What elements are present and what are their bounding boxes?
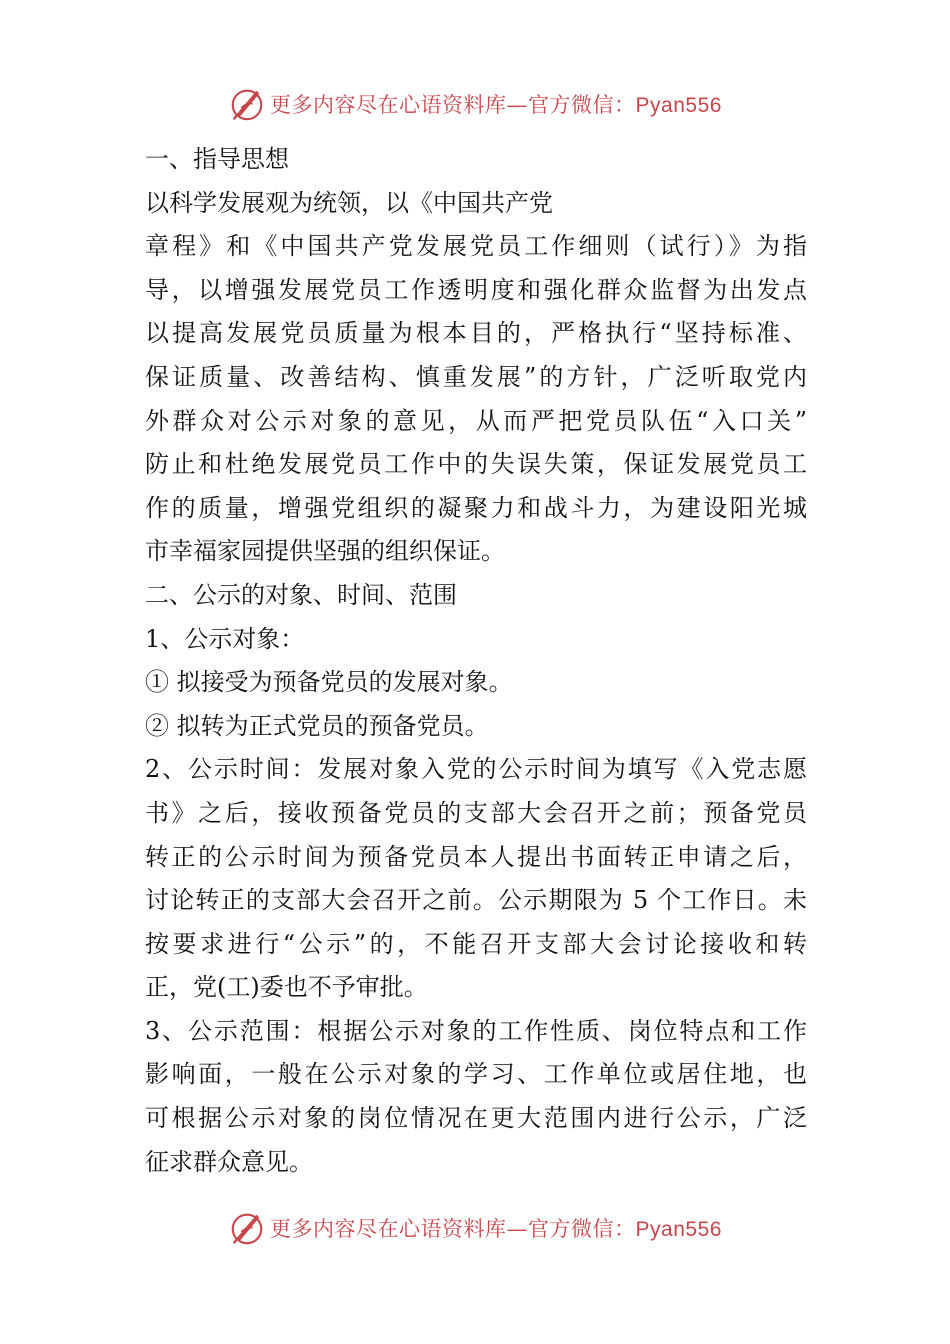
- text-line: 以提高发展党员质量为根本目的，严格执行“坚持标准、: [145, 319, 807, 348]
- banner-text: [270, 89, 722, 119]
- text-line: ② 拟转为正式党员的预备党员。: [145, 711, 489, 740]
- text-line: 以科学发展观为统领，以《中国共产党: [145, 188, 553, 217]
- text-line: 影响面，一般在公示对象的学习、工作单位或居住地，也: [145, 1060, 807, 1089]
- text-line: 征求群众意见。: [145, 1147, 313, 1176]
- document-body: [145, 138, 807, 1184]
- text-line: 防止和杜绝发展党员工作中的失误失策，保证发展党员工: [145, 450, 807, 479]
- text-line: 章程》和《中国共产党发展党员工作细则（试行）》为指: [145, 232, 807, 261]
- text-line: 市幸福家园提供坚强的组织保证。: [145, 537, 505, 566]
- text-line: 按要求进行“公示”的，不能召开支部大会讨论接收和转: [145, 929, 807, 958]
- text-line: 转正的公示时间为预备党员本人提出书面转正申请之后，: [145, 842, 807, 871]
- footer-banner: [0, 1208, 950, 1248]
- text-line: 作的质量，增强党组织的凝聚力和战斗力，为建设阳光城: [145, 493, 807, 522]
- text-line: 3、公示范围：根据公示对象的工作性质、岗位特点和工作: [145, 1016, 807, 1045]
- header-banner: [0, 84, 950, 124]
- text-line: 一、指导思想: [145, 145, 289, 173]
- banner-slogan: 更多内容尽在心语资料库—官方微信：: [270, 93, 636, 117]
- text-line: 保证质量、改善结构、慎重发展”的方针，广泛听取党内: [145, 362, 807, 391]
- quill-pen-logo-icon: [228, 85, 266, 123]
- text-line: ① 拟接受为预备党员的发展对象。: [145, 668, 513, 697]
- banner-wechat-id: Pyan556: [635, 94, 722, 117]
- banner-slogan: 更多内容尽在心语资料库—官方微信：: [270, 1217, 636, 1241]
- text-line: 书》之后，接收预备党员的支部大会召开之前；预备党员: [145, 798, 807, 827]
- text-line: 二、公示的对象、时间、范围: [145, 580, 457, 609]
- text-line: 讨论转正的支部大会召开之前。公示期限为 5 个工作日。未: [145, 886, 807, 915]
- text-line: 1、公示对象：: [145, 624, 305, 653]
- banner-wechat-id: Pyan556: [635, 1218, 722, 1241]
- text-line: 可根据公示对象的岗位情况在更大范围内进行公示，广泛: [145, 1104, 807, 1133]
- text-line: 外群众对公示对象的意见，从而严把党员队伍“入口关”: [145, 406, 807, 435]
- text-line: 正，党(工)委也不予审批。: [145, 973, 428, 1002]
- quill-pen-logo-icon: [228, 1209, 266, 1247]
- text-line: 导，以增强发展党员工作透明度和强化群众监督为出发点: [145, 275, 807, 304]
- text-line: 2、公示时间：发展对象入党的公示时间为填写《入党志愿: [145, 755, 807, 784]
- banner-text: [270, 1213, 722, 1243]
